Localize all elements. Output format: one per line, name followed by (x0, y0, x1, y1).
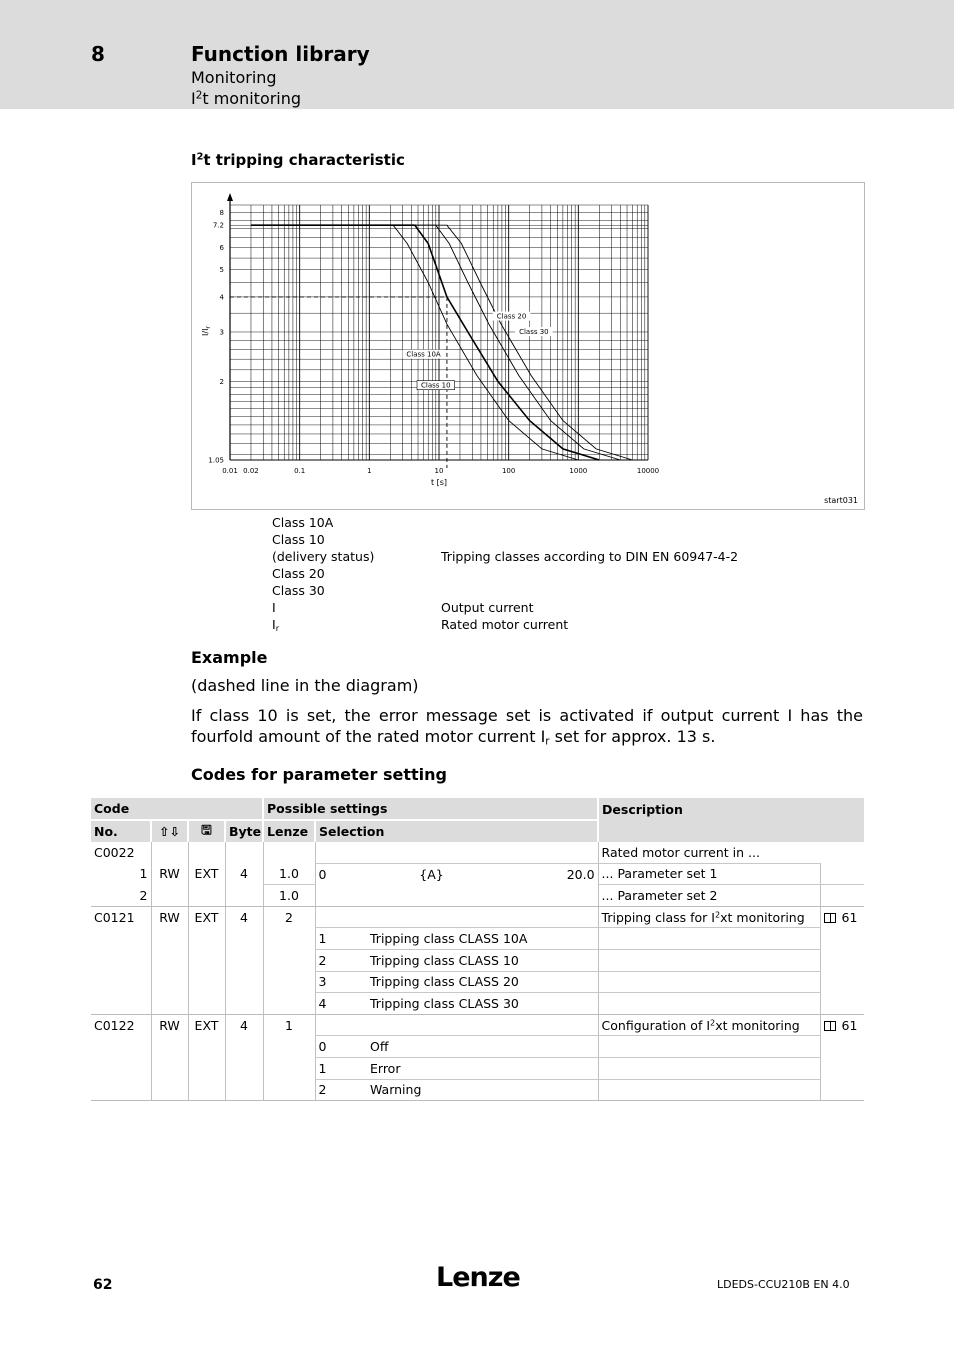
chapter-title: Function library (191, 42, 370, 66)
header-band (0, 0, 954, 109)
lenze-default: 1.0 (263, 863, 315, 885)
table-row (91, 885, 864, 907)
y-tick-label: 6 (219, 243, 224, 252)
header-possible-settings: Possible settings (263, 798, 598, 820)
subcode-1: 1 (139, 866, 148, 882)
option-text: Error (367, 1058, 598, 1080)
lenze-default: 1 (263, 1014, 315, 1036)
save-ext: EXT (188, 1014, 225, 1036)
page-number: 62 (93, 1277, 113, 1293)
curve-annotation: Class 20 (496, 312, 527, 321)
subcode-2: 2 (91, 885, 151, 907)
header-selection: Selection (315, 820, 598, 842)
table-row (91, 1036, 864, 1058)
byte-size: 4 (225, 1014, 263, 1036)
parameter-codes-table (91, 798, 864, 1101)
x-tick-label: 10 (434, 467, 444, 475)
header-save-icon: 🖫 (188, 820, 225, 842)
table-row (91, 971, 864, 993)
ref-c0122[interactable]: 61 (820, 1014, 864, 1036)
desc-parameter-set-1: ... Parameter set 1 (598, 863, 820, 885)
x-axis-label: t [s] (430, 478, 448, 487)
curve-annotation: Class 10 (421, 381, 451, 390)
desc-c0022: Rated motor current in ... (598, 842, 820, 864)
lenze-default: 2 (263, 906, 315, 928)
table-row (91, 1014, 864, 1036)
y-axis-arrow (227, 193, 233, 201)
byte-size: 4 (225, 906, 263, 928)
x-tick-label: 0.1 (294, 467, 306, 475)
header-lenze: Lenze (263, 820, 315, 842)
option-value: 1 (315, 928, 367, 950)
chapter-number: 8 (91, 42, 105, 66)
option-text: Tripping class CLASS 30 (367, 993, 598, 1015)
header-code: Code (91, 798, 263, 820)
y-tick-label: 4 (219, 293, 224, 302)
access-rw: RW (151, 906, 188, 928)
x-tick-label: 0.02 (243, 467, 259, 475)
option-text: Tripping class CLASS 10 (367, 950, 598, 972)
figure-id: start031 (824, 496, 858, 505)
table-row (91, 863, 864, 885)
option-value: 2 (315, 950, 367, 972)
subheading-i2t: $I^2t$ monitoring (191, 89, 302, 108)
book-icon (824, 1021, 836, 1031)
codes-title: Codes for parameter setting (191, 765, 447, 784)
code-c0022: C0022 (94, 844, 135, 860)
curve-annotation: Class 10A (406, 350, 441, 359)
x-tick-label: 1000 (569, 467, 588, 475)
range-max: 20.0 (566, 866, 595, 882)
lenze-logo: Lenze (436, 1262, 520, 1293)
y-tick-label: 1.05 (208, 456, 224, 465)
header-arrows-icon: ⇧⇩ (151, 820, 188, 842)
table-row (91, 1058, 864, 1080)
option-value: 1 (315, 1058, 367, 1080)
option-value: 4 (315, 993, 367, 1015)
y-tick-label: 7.2 (212, 221, 224, 230)
y-tick-label: 8 (219, 208, 224, 217)
table-row (91, 993, 864, 1015)
y-axis-label: $I/I_r$ (201, 326, 212, 336)
example-paragraph: If class 10 is set, the error message set is activated if output current I has the fourfold amount of the rated motor current $I_r$ set for approx. 13 s. (191, 706, 863, 748)
code-c0122: C0122 (94, 1017, 135, 1033)
desc-parameter-set-2: ... Parameter set 2 (598, 885, 820, 907)
desc-c0122: Configuration of $I^2xt$ monitoring (598, 1014, 820, 1036)
figure-box (191, 182, 865, 510)
x-tick-label: 10000 (636, 467, 660, 475)
y-tick-label: 5 (219, 266, 224, 275)
table-row (91, 928, 864, 950)
option-value: 3 (315, 971, 367, 993)
subheading-monitoring: Monitoring (191, 68, 277, 87)
table-row (91, 842, 864, 864)
range-min: 0 (315, 863, 367, 885)
x-tick-label: 1 (367, 467, 372, 475)
option-value: 2 (315, 1079, 367, 1101)
x-tick-label: 100 (501, 467, 516, 475)
y-tick-label: 3 (219, 328, 224, 337)
table-row (91, 1079, 864, 1101)
code-c0121: C0121 (94, 909, 135, 925)
example-line1: (dashed line in the diagram) (191, 676, 419, 695)
save-ext: EXT (188, 863, 225, 885)
tripping-characteristic-chart (192, 183, 866, 511)
header-byte: Byte (225, 820, 263, 842)
book-icon (824, 913, 836, 923)
curve-annotation: Class 30 (519, 328, 549, 337)
section-title-tripping: $I^2t$ tripping characteristic (191, 151, 405, 169)
header-no: No. (91, 820, 151, 842)
option-text: Warning (367, 1079, 598, 1101)
option-value: 0 (315, 1036, 367, 1058)
y-tick-label: 2 (219, 377, 224, 386)
header-description: Description (598, 798, 864, 842)
ref-c0121[interactable]: 61 (820, 906, 864, 928)
option-text: Tripping class CLASS 20 (367, 971, 598, 993)
example-title: Example (191, 648, 268, 667)
table-row (91, 906, 864, 928)
access-rw: RW (151, 863, 188, 885)
save-ext: EXT (188, 906, 225, 928)
byte-size: 4 (225, 863, 263, 885)
option-text: Off (367, 1036, 598, 1058)
range-unit: {A} (419, 866, 444, 882)
document-id: LDEDS-CCU210B EN 4.0 (717, 1278, 850, 1291)
lenze-default: 1.0 (263, 885, 315, 907)
table-row (91, 950, 864, 972)
access-rw: RW (151, 1014, 188, 1036)
option-text: Tripping class CLASS 10A (367, 928, 598, 950)
x-tick-label: 0.01 (222, 467, 238, 475)
desc-c0121: Tripping class for $I^2xt$ monitoring (598, 906, 820, 928)
